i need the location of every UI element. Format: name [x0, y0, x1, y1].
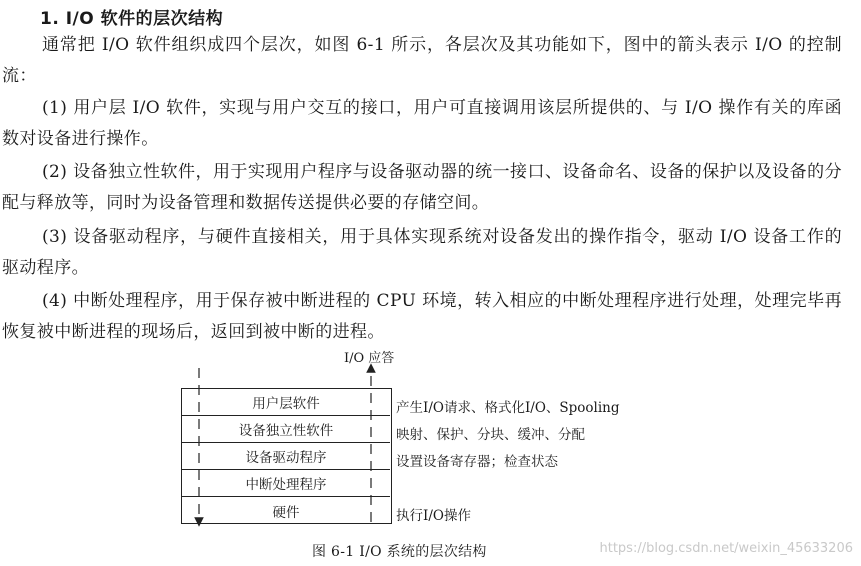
function-device-driver: 设置设备寄存器；检查状态 [396, 454, 558, 470]
function-hardware: 执行I/O操作 [396, 508, 471, 524]
layer-stack [181, 388, 392, 524]
paragraph-device-independent: (2) 设备独立性软件，用于实现用户程序与设备驱动器的统一接口、设备命名、设备的保护以及设备的分配与释放等，同时为设备管理和数据传送提供必要的存储空间。 [2, 162, 842, 213]
section-heading: 1. I/O 软件的层次结构 [40, 9, 224, 29]
paragraph-user-layer: (1) 用户层 I/O 软件，实现与用户交互的接口，用户可直接调用该层所提供的、与 I/O 操作有关的库函数对设备进行操作。 [2, 98, 842, 149]
layer-hardware: 硬件 [272, 504, 300, 521]
paragraph-interrupt-handler: (4) 中断处理程序，用于保存被中断进程的 CPU 环境，转入相应的中断处理程序进行处理，处理完毕再恢复被中断进程的现场后，返回到被中断的进程。 [2, 291, 842, 342]
layer-interrupt-handler: 中断处理程序 [182, 470, 390, 497]
layer-device-driver: 设备驱动程序 [182, 443, 390, 470]
function-user-software: 产生I/O请求、格式化I/O、Spooling [396, 400, 620, 416]
layer-device-independent: 设备独立性软件 [182, 416, 390, 443]
paragraph-device-driver: (3) 设备驱动程序，与硬件直接相关，用于具体实现系统对设备发出的操作指令，驱动 I/O 设备工作的驱动程序。 [2, 227, 842, 278]
layer-user-software: 用户层软件 [182, 389, 390, 416]
function-device-independent: 映射、保护、分块、缓冲、分配 [396, 427, 585, 443]
figure-caption: 图 6-1 I/O 系统的层次结构 [312, 544, 487, 560]
io-reply-label: I/O 应答 [344, 351, 395, 366]
intro-paragraph: 通常把 I/O 软件组织成四个层次，如图 6-1 所示，各层次及其功能如下，图中的箭头表示 I/O 的控制流： [2, 35, 842, 86]
watermark-url: https://blog.csdn.net/weixin_45633206 [599, 541, 853, 556]
